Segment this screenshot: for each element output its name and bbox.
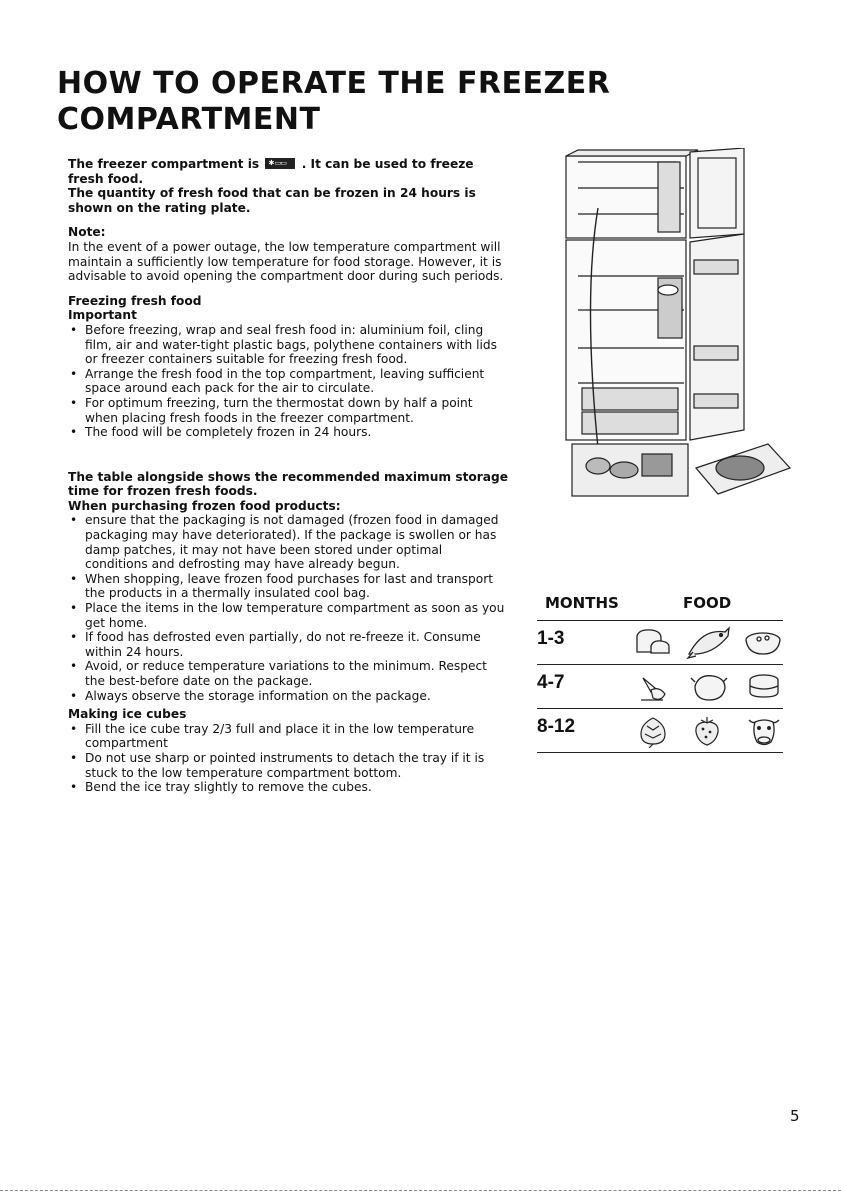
list-item: • When shopping, leave frozen food purchases for last and transport the products in a thermally insulated cool bag.: [68, 572, 508, 601]
months-header: MONTHS: [545, 594, 619, 612]
months-value: 1-3: [537, 628, 565, 649]
list-item: • If food has defrosted even partially, do not re-freeze it. Consume within 24 hours.: [68, 630, 508, 659]
page-title: [57, 66, 610, 138]
list-item: • The food will be completely frozen in 24 hours.: [68, 425, 508, 440]
note-heading: Note:: [68, 225, 106, 240]
table-row: [537, 620, 783, 664]
note-text: In the event of a power outage, the low temperature compartment will maintain a sufficiently low temperature for food storage. However, it is advisable to avoid opening the compartment door during such periods.: [68, 239, 504, 284]
table-intro: The table alongside shows the recommended maximum storage time for frozen fresh foods.: [68, 469, 508, 499]
artichoke-icon: [633, 714, 673, 748]
table-row: [537, 708, 783, 753]
bottom-divider: [0, 1190, 841, 1191]
freezing-list: [68, 323, 508, 440]
cow-icon: [745, 714, 783, 748]
ice-list: [68, 722, 508, 795]
list-item: • Place the items in the low temperature compartment as soon as you get home.: [68, 601, 508, 630]
list-item: • Bend the ice tray slightly to remove the cubes.: [68, 780, 508, 795]
list-item: • Fill the ice cube tray 2/3 full and place it in the low temperature compartment: [68, 722, 508, 751]
months-value: 4-7: [537, 672, 565, 693]
chicken-icon: [689, 670, 729, 704]
purchasing-list: [68, 513, 508, 703]
list-item: • Arrange the fresh food in the top compartment, leaving sufficient space around each pack for the air to circulate.: [68, 367, 508, 396]
list-item: • Before freezing, wrap and seal fresh food in: aluminium foil, cling film, air and water-tight plastic bags, polythene containers with lids or freezer containers suitable for freezing fresh food.: [68, 323, 508, 367]
storage-time-table: [537, 594, 783, 753]
months-value: 8-12: [537, 716, 576, 737]
text-column: [68, 157, 508, 795]
title-line-1: HOW TO OPERATE THE FREEZER: [57, 66, 611, 101]
freezing-heading: Freezing fresh food: [68, 293, 202, 308]
list-item: • For optimum freezing, turn the thermostat down by half a point when placing fresh foods in the freezer compartment.: [68, 396, 508, 425]
four-star-freezer-symbol-icon: [265, 158, 295, 169]
soup-bowl-icon: [743, 626, 783, 658]
poultry-leg-icon: [637, 670, 671, 704]
page-number: 5: [790, 1107, 800, 1125]
ice-heading: Making ice cubes: [68, 707, 187, 722]
fish-icon: [685, 626, 731, 660]
important-heading: Important: [68, 308, 137, 323]
strawberry-icon: [693, 714, 721, 746]
table-row: [537, 664, 783, 708]
table-header: [537, 594, 783, 620]
cake-icon: [747, 670, 781, 702]
title-line-2: COMPARTMENT: [57, 102, 321, 137]
bread-icon: [633, 626, 673, 658]
list-item: • Always observe the storage information on the package.: [68, 689, 508, 704]
list-item: • ensure that the packaging is not damaged (frozen food in damaged packaging may have deteriorated). If the package is swollen or has damp patches, it may not have been stored under optimal conditions and defrosting may have already begun.: [68, 513, 508, 571]
intro-paragraph: The freezer compartment is ✱ ▭▭ . It can be used to freeze fresh food.: [68, 157, 508, 186]
purchasing-heading: When purchasing frozen food products:: [68, 498, 341, 513]
intro-rating-paragraph: The quantity of fresh food that can be frozen in 24 hours is shown on the rating plate.: [68, 186, 476, 215]
list-item: • Do not use sharp or pointed instruments to detach the tray if it is stuck to the low temperature compartment bottom.: [68, 751, 508, 780]
list-item: • Avoid, or reduce temperature variations to the minimum. Respect the best-before date on the package.: [68, 659, 508, 688]
food-header: FOOD: [683, 594, 732, 612]
fridge-illustration: [558, 148, 798, 503]
